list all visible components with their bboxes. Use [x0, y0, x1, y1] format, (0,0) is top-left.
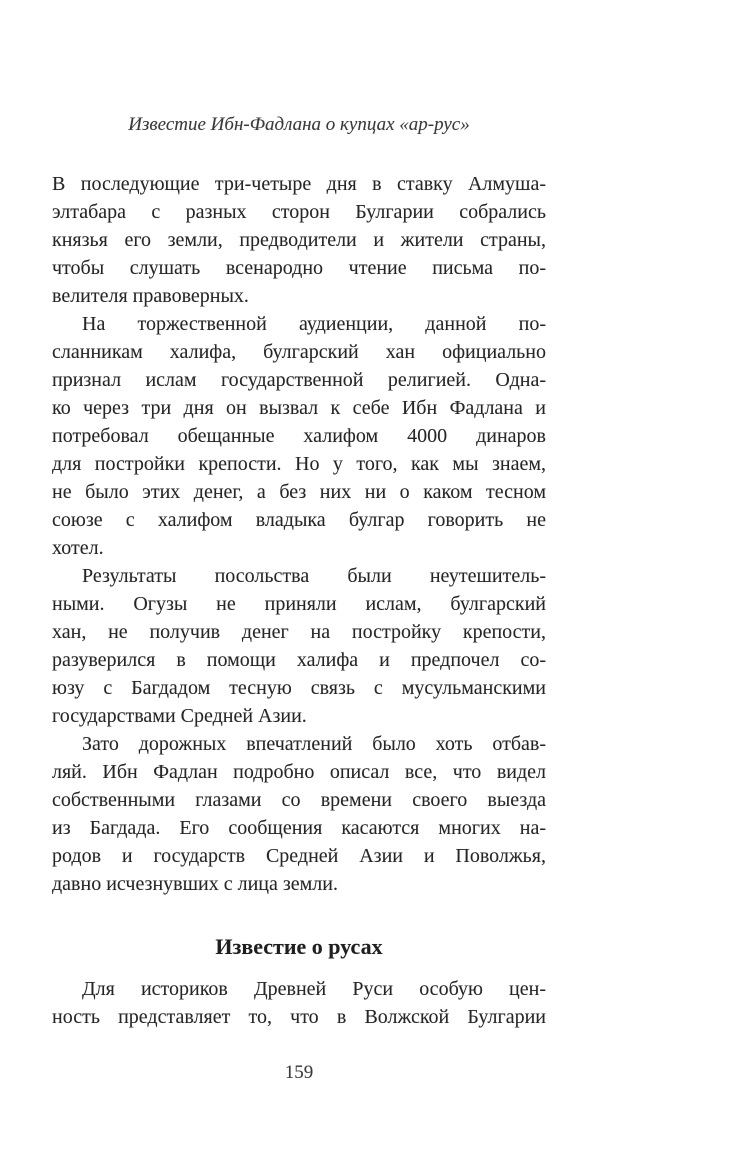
section-heading: Известие о русах	[215, 934, 383, 959]
text-line: хан, не получив денег на постройку крепости,	[52, 621, 546, 643]
running-header: Известие Ибн-Фадлана о купцах «ар-рус»	[128, 114, 470, 135]
text-line: В последующие три-четыре дня в ставку Алмуша-	[52, 173, 546, 195]
paragraph	[52, 562, 546, 730]
text-line: из Багдада. Его сообщения касаются многих на-	[52, 817, 546, 839]
text-line: ными. Огузы не приняли ислам, булгарский	[52, 593, 546, 615]
paragraph	[52, 170, 546, 310]
text-line: ляй. Ибн Фадлан подробно описал все, что видел	[52, 761, 546, 783]
text-line: Для историков Древней Руси особую цен-	[82, 978, 546, 1000]
text-line: Результаты посольства были неутешитель-	[82, 565, 546, 587]
text-line: родов и государств Средней Азии и Поволжья,	[52, 845, 546, 867]
paragraph	[52, 975, 546, 1031]
text-line: давно исчезнувших с лица земли.	[52, 873, 338, 895]
text-line: На торжественной аудиенции, данной по-	[82, 313, 546, 335]
page-body	[52, 170, 546, 1031]
text-line: признал ислам государственной религией. Одна-	[52, 369, 546, 391]
text-line: Зато дорожных впечатлений было хоть отбав-	[82, 733, 546, 755]
text-line: ность представляет то, что в Волжской Булгарии	[52, 1006, 546, 1028]
text-line: потребовал обещанные халифом 4000 динаров	[52, 425, 546, 447]
text-line: юзу с Багдадом тесную связь с мусульманскими	[52, 677, 546, 699]
text-line: государствами Средней Азии.	[52, 705, 307, 727]
text-line: союзе с халифом владыка булгар говорить не	[52, 509, 546, 531]
text-line: элтабара с разных сторон Булгарии собрались	[52, 201, 546, 223]
text-line: для постройки крепости. Но у того, как мы знаем,	[52, 453, 546, 475]
text-line: велителя правоверных.	[52, 285, 249, 307]
text-line: хотел.	[52, 537, 104, 559]
text-line: собственными глазами со времени своего выезда	[52, 789, 546, 811]
paragraph	[52, 310, 546, 562]
text-line: князья его земли, предводители и жители страны,	[52, 229, 546, 251]
text-line: не было этих денег, а без них ни о каком тесном	[52, 481, 546, 503]
text-line: ко через три дня он вызвал к себе Ибн Фадлана и	[52, 397, 546, 419]
paragraph	[52, 730, 546, 898]
text-line: сланникам халифа, булгарский хан официально	[52, 341, 546, 363]
text-line: разуверился в помощи халифа и предпочел со-	[52, 649, 546, 671]
text-line: чтобы слушать всенародно чтение письма по-	[52, 257, 546, 279]
page-number: 159	[284, 1062, 314, 1083]
